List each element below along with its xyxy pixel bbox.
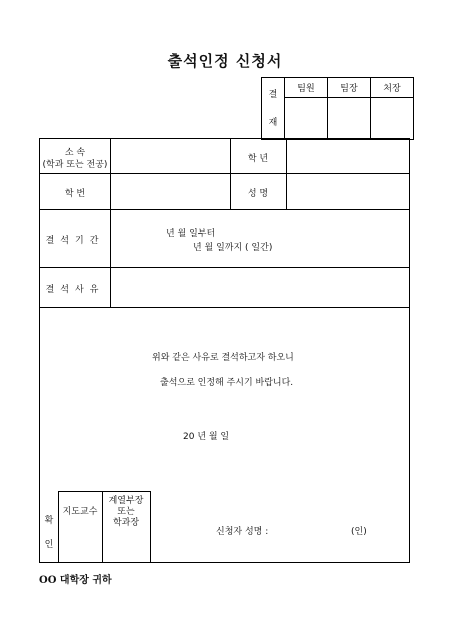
- approval-label-bottom: 재: [268, 117, 278, 128]
- period-from[interactable]: 년 월 일부터: [166, 229, 216, 239]
- statement-date[interactable]: 20 년 월 일: [183, 432, 230, 442]
- dept-head-label-2: 또는: [117, 507, 135, 517]
- approval-header-director: 처장: [371, 78, 414, 98]
- period-to[interactable]: 년 월 일까지 ( 일간): [193, 243, 273, 253]
- seal-mark: (인): [351, 527, 367, 537]
- year-field[interactable]: [287, 140, 408, 172]
- approval-label-top: 결: [268, 89, 278, 100]
- approval-label: [262, 78, 285, 140]
- absence-period-label: 결석기간: [45, 236, 105, 246]
- year-label: 학 년: [247, 154, 269, 164]
- approval-sign-director[interactable]: [371, 97, 414, 139]
- dept-head-sign[interactable]: [103, 527, 149, 561]
- approval-header-staff: 팀원: [285, 78, 328, 98]
- advisor-sign[interactable]: [59, 515, 101, 561]
- confirm-label-top: 확: [44, 516, 54, 526]
- absence-reason-label: 결석사유: [45, 285, 105, 295]
- affiliation-sublabel: (학과 또는 전공): [42, 160, 108, 170]
- dept-head-label-1: 계열부장: [108, 496, 144, 506]
- approval-header-team-lead: 팀장: [328, 78, 371, 98]
- advisor-label: 지도교수: [62, 507, 98, 517]
- statement-line-1: 위와 같은 사유로 결석하고자 하오니: [152, 353, 294, 363]
- page-title: 출석인정 신청서: [167, 52, 283, 70]
- approval-sign-staff[interactable]: [285, 97, 328, 139]
- application-form: [39, 138, 410, 563]
- applicant-name-label[interactable]: 신청자 성명 :: [216, 527, 269, 537]
- affiliation-label: 소 속: [64, 148, 86, 158]
- approval-table: [261, 77, 414, 140]
- statement-line-2: 출석으로 인정해 주시기 바랍니다.: [160, 378, 294, 388]
- affiliation-field[interactable]: [111, 140, 229, 172]
- student-no-label: 학 번: [64, 189, 86, 199]
- addressee: OO 대학장 귀하: [39, 575, 112, 586]
- name-field[interactable]: [287, 174, 408, 208]
- approval-sign-team-lead[interactable]: [328, 97, 371, 139]
- name-label: 성 명: [247, 189, 269, 199]
- absence-reason-field[interactable]: [111, 268, 408, 306]
- student-no-field[interactable]: [111, 174, 229, 208]
- confirm-label-bottom: 인: [44, 540, 54, 550]
- dept-head-label-3: 학과장: [112, 518, 140, 528]
